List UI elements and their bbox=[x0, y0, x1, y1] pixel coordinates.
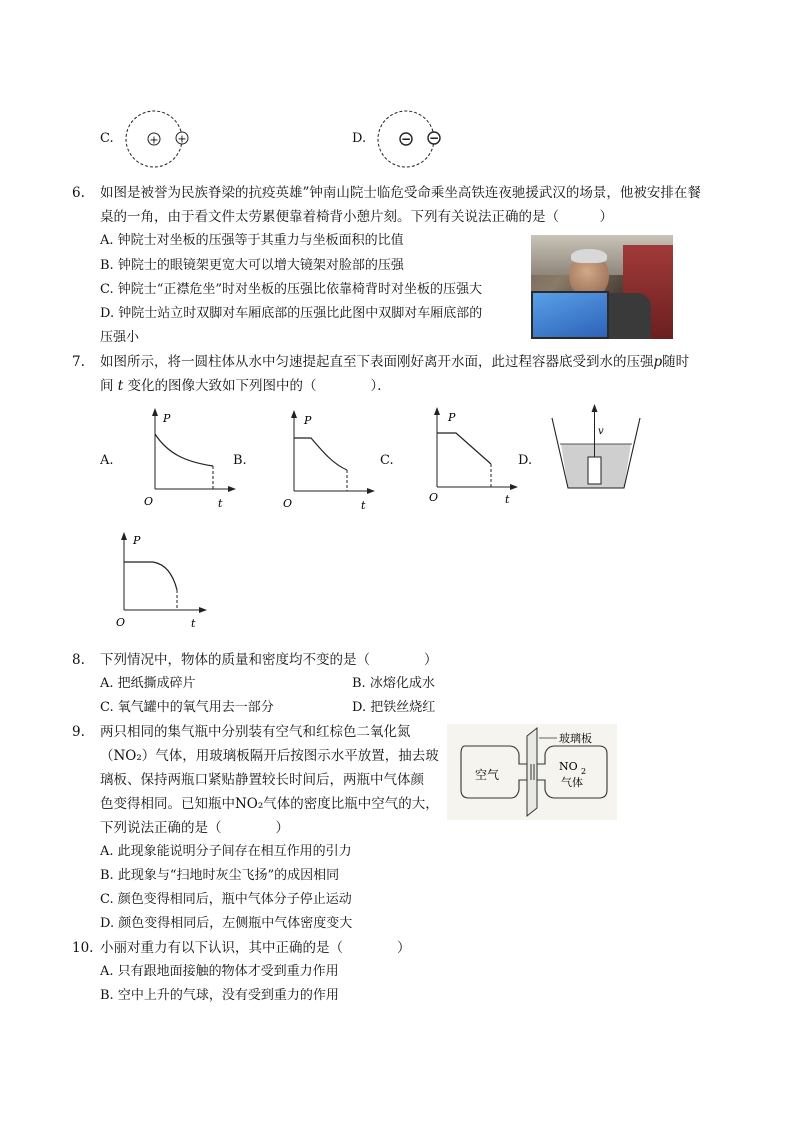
svg-text:v: v bbox=[598, 426, 604, 437]
svg-text:O: O bbox=[116, 616, 126, 629]
svg-text:t: t bbox=[218, 497, 223, 510]
q8-option-b: B. 冰熔化成水 bbox=[352, 676, 435, 691]
q6-option-c: C. 钟院士“正襟危坐”时对坐板的压强比依靠椅背时对坐板的压强大 bbox=[100, 282, 483, 297]
q5-option-c-diagram bbox=[118, 107, 198, 171]
glass-plate bbox=[527, 728, 537, 816]
svg-text:NO: NO bbox=[559, 760, 578, 773]
q8-option-c: C. 氧气罐中的氧气用去一部分 bbox=[100, 700, 274, 715]
q8-option-d: D. 把铁丝烧红 bbox=[352, 700, 436, 715]
q10-stem: 小丽对重力有以下认识，其中正确的是（ ） bbox=[100, 940, 411, 956]
svg-text:O: O bbox=[429, 491, 439, 504]
svg-text:P: P bbox=[133, 534, 141, 547]
q10-number: 10. bbox=[72, 940, 94, 956]
svg-text:t: t bbox=[361, 499, 366, 512]
q9-stem-line5: 下列说法正确的是（ ） bbox=[100, 820, 289, 836]
electron-sign: + bbox=[177, 132, 187, 146]
q9-stem-line3: 璃板、保持两瓶口紧贴静置较长时间后，两瓶中气体颜 bbox=[100, 772, 424, 788]
q7-option-a-label: A. bbox=[100, 453, 114, 468]
svg-text:空气: 空气 bbox=[475, 768, 500, 782]
q9-option-b: B. 此现象与“扫地时灰尘飞扬”的成因相同 bbox=[100, 868, 340, 883]
pressure-line bbox=[437, 433, 491, 464]
q10-option-b: B. 空中上升的气球，没有受到重力的作用 bbox=[100, 988, 339, 1003]
q5-option-d-diagram bbox=[370, 107, 450, 171]
svg-text:O: O bbox=[144, 495, 154, 508]
q6-option-a: A. 钟院士对坐板的压强等于其重力与坐板面积的比值 bbox=[100, 233, 404, 248]
svg-text:P: P bbox=[163, 412, 171, 425]
q7-option-b-label: B. bbox=[233, 453, 247, 468]
q9-option-c: C. 颜色变得相同后，瓶中气体分子停止运动 bbox=[100, 892, 352, 907]
q7-stem-line1: 如图所示，将一圆柱体从水中匀速提起直至下表面刚好离开水面，此过程容器底受到水的压强p随时 bbox=[100, 354, 690, 370]
q7-option-c-label: C. bbox=[380, 453, 394, 468]
q7-container-diagram bbox=[548, 402, 644, 494]
svg-text:t: t bbox=[505, 493, 510, 506]
zhong-nanshan-train-photo bbox=[531, 235, 673, 339]
q9-number: 9. bbox=[72, 724, 85, 740]
q9-stem-line2: （NO₂）气体，用玻璃板隔开后按图示水平放置，抽去玻 bbox=[100, 748, 439, 764]
svg-text:玻璃板: 玻璃板 bbox=[559, 732, 592, 745]
q7-option-d-label: D. bbox=[518, 453, 533, 468]
q6-stem-line2: 桌的一角，由于看文件太劳累便靠着椅背小憩片刻。下列有关说法正确的是（ ） bbox=[100, 209, 613, 225]
q9-stem-line4: 色变得相同。已知瓶中NO₂气体的密度比瓶中空气的大， bbox=[100, 796, 439, 812]
q7-graph-a bbox=[136, 408, 236, 512]
svg-text:P: P bbox=[304, 414, 312, 427]
q7-graph-e bbox=[105, 532, 210, 632]
nucleus-sign: + bbox=[149, 133, 159, 147]
q7-stem-line2: 间 t 变化的图像大致如下列图中的（ ）． bbox=[100, 378, 391, 394]
q9-stem-line1: 两只相同的集气瓶中分别装有空气和红棕色二氧化氮 bbox=[100, 724, 411, 740]
q6-number: 6. bbox=[72, 185, 85, 201]
q6-option-d: D. 钟院士站立时双脚对车厢底部的压强比此图中双脚对车厢底部的 bbox=[100, 306, 483, 321]
q7-graph-b bbox=[275, 410, 375, 514]
q7-number: 7. bbox=[72, 354, 85, 370]
pressure-curve bbox=[294, 438, 347, 470]
q9-option-a: A. 此现象能说明分子间存在相互作用的引力 bbox=[100, 844, 352, 859]
q6-option-d-cont: 压强小 bbox=[100, 330, 140, 345]
svg-text:气体: 气体 bbox=[561, 776, 583, 789]
q9-option-d: D. 颜色变得相同后，左侧瓶中气体密度变大 bbox=[100, 916, 353, 931]
svg-text:2: 2 bbox=[581, 767, 587, 776]
svg-text:t: t bbox=[191, 617, 196, 630]
svg-text:O: O bbox=[283, 497, 293, 510]
q10-option-a: A. 只有跟地面接触的物体才受到重力作用 bbox=[100, 964, 339, 979]
pressure-curve bbox=[124, 562, 177, 590]
svg-text:P: P bbox=[448, 411, 456, 424]
q8-option-a: A. 把纸撕成碎片 bbox=[100, 676, 196, 691]
gas-bottles-diagram bbox=[447, 724, 617, 820]
q5-option-d-label: D. bbox=[352, 131, 367, 146]
q8-number: 8. bbox=[72, 652, 85, 668]
pressure-curve bbox=[155, 434, 213, 466]
q8-stem: 下列情况中，物体的质量和密度均不变的是（ ） bbox=[100, 652, 438, 668]
q7-graph-c bbox=[418, 407, 518, 511]
electron-sign: − bbox=[428, 131, 440, 145]
q5-option-c-label: C. bbox=[100, 131, 114, 146]
q6-stem-line1: 如图是被誉为民族脊梁的抗疫英雄”钟南山院士临危受命乘坐高铁连夜驰援武汉的场景，他被安排在餐 bbox=[100, 185, 701, 201]
nucleus-sign: − bbox=[400, 132, 412, 146]
cylinder bbox=[588, 457, 601, 484]
q6-option-b: B. 钟院士的眼镜架更宽大可以增大镜架对脸部的压强 bbox=[100, 258, 404, 273]
